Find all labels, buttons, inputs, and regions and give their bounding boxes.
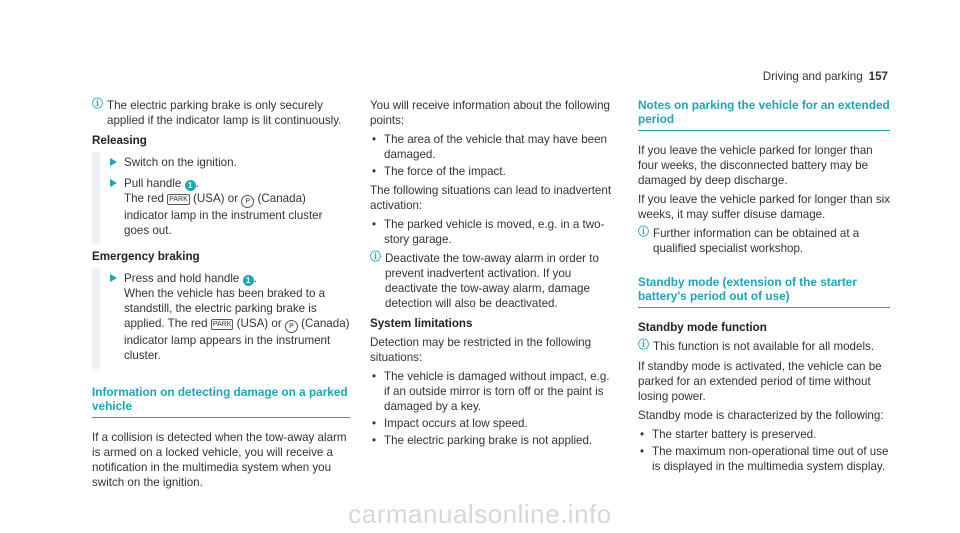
paragraph: If a collision is detected when the tow-away alarm is armed on a locked vehicle, you will receive a notification in the multimedia system when you switch on the ignition. [92,431,347,489]
note [638,339,890,354]
p-circle-icon: P [241,195,254,208]
header-section: Driving and parking [762,70,863,83]
step-text: The red [124,192,164,205]
section-title: Notes on parking the vehicle for an extended period [638,98,890,131]
callout-1-icon: 1 [185,180,196,191]
step-text: When the vehicle has been braked to a standstill, the electric parking brake is applied. The red [124,287,326,330]
emergency-heading: Emergency braking [92,250,200,263]
step-text: (Canada) indicator lamp in the instrument cluster goes out. [124,192,323,237]
instruction-bar [92,152,100,244]
paragraph: You will receive information about the following points: [370,99,610,127]
step-text: (USA) or [192,192,239,205]
list-item: • The force of the impact. [370,164,618,179]
step [110,271,350,363]
list-item: • The maximum non-operational time out of use is displayed in the multimedia system display. [638,444,890,474]
bullet-list [638,427,890,474]
arrow-right-icon [110,179,117,187]
step [110,176,350,238]
page-header [763,69,888,84]
limits-heading: System limitations [370,317,473,330]
arrow-right-icon [110,274,117,282]
paragraph: The following situations can lead to inadvertent activation: [370,184,612,212]
step [110,155,350,170]
releasing-heading: Releasing [92,134,147,147]
note [370,251,618,311]
step-text: . [253,272,257,285]
note [638,226,890,256]
info-icon: ⓘ [370,251,381,263]
step-text: . [195,177,199,190]
page-number: 157 [868,70,888,83]
note-text: The electric parking brake is only securely applied if the indicator lamp is lit continuously. [107,99,342,127]
list-item: • The starter battery is preserved. [638,427,890,442]
watermark: carmanualsonline.info [348,499,612,529]
list-item: • The area of the vehicle that may have been damaged. [370,132,618,162]
step-text: Pull handle [124,177,182,190]
info-icon: ⓘ [638,339,649,351]
column-2 [370,98,618,452]
list-item: • The electric parking brake is not applied. [370,433,618,448]
note [92,98,350,128]
step-text: (Canada) indicator lamp appears in the instrument cluster. [124,317,350,362]
bullet-list [370,369,618,448]
column-1 [92,98,350,494]
list-item: • The parked vehicle is moved, e.g. in a two-story garage. [370,217,618,247]
instruction-bar [92,268,100,369]
section-title: Information on detecting damage on a parked vehicle [92,385,350,418]
info-icon: ⓘ [92,98,103,110]
paragraph: Detection may be restricted in the following situations: [370,336,592,364]
bullet-list [370,132,618,179]
emergency-steps [92,268,350,369]
paragraph: If standby mode is activated, the vehicle can be parked for an extended period of time without losing power. [638,360,882,403]
column-3 [638,98,890,478]
releasing-steps [92,152,350,244]
arrow-right-icon [110,158,117,166]
section-title: Standby mode (extension of the starter battery's period out of use) [638,275,890,308]
park-icon: PARK [169,196,188,203]
list-item: • Impact occurs at low speed. [370,416,618,431]
callout-1-icon: 1 [243,275,254,286]
bullet-list [370,217,618,247]
p-circle-icon: P [285,320,298,333]
paragraph: If you leave the vehicle parked for longer than six weeks, it may suffer disuse damage. [638,193,890,221]
paragraph: Standby mode is characterized by the following: [638,409,884,422]
note-text: Deactivate the tow-away alarm in order to prevent inadvertent activation. If you deactivate the tow-away alarm, damage detection will also be deactivated. [385,252,599,310]
list-item: • The vehicle is damaged without impact, e.g. if an outside mirror is torn off or the paint is damaged by a key. [370,369,618,414]
park-icon: PARK [212,321,232,328]
step-text: Press and hold handle [124,272,240,285]
step-text: Switch on the ignition. [124,156,237,169]
note-text: Further information can be obtained at a qualified specialist workshop. [653,227,860,255]
info-icon: ⓘ [638,226,649,238]
step-text: (USA) or [236,317,282,330]
function-heading: Standby mode function [638,321,767,334]
paragraph: If you leave the vehicle parked for longer than four weeks, the disconnected battery may be damaged by deep discharge. [638,144,873,187]
note-text: This function is not available for all models. [653,340,875,353]
